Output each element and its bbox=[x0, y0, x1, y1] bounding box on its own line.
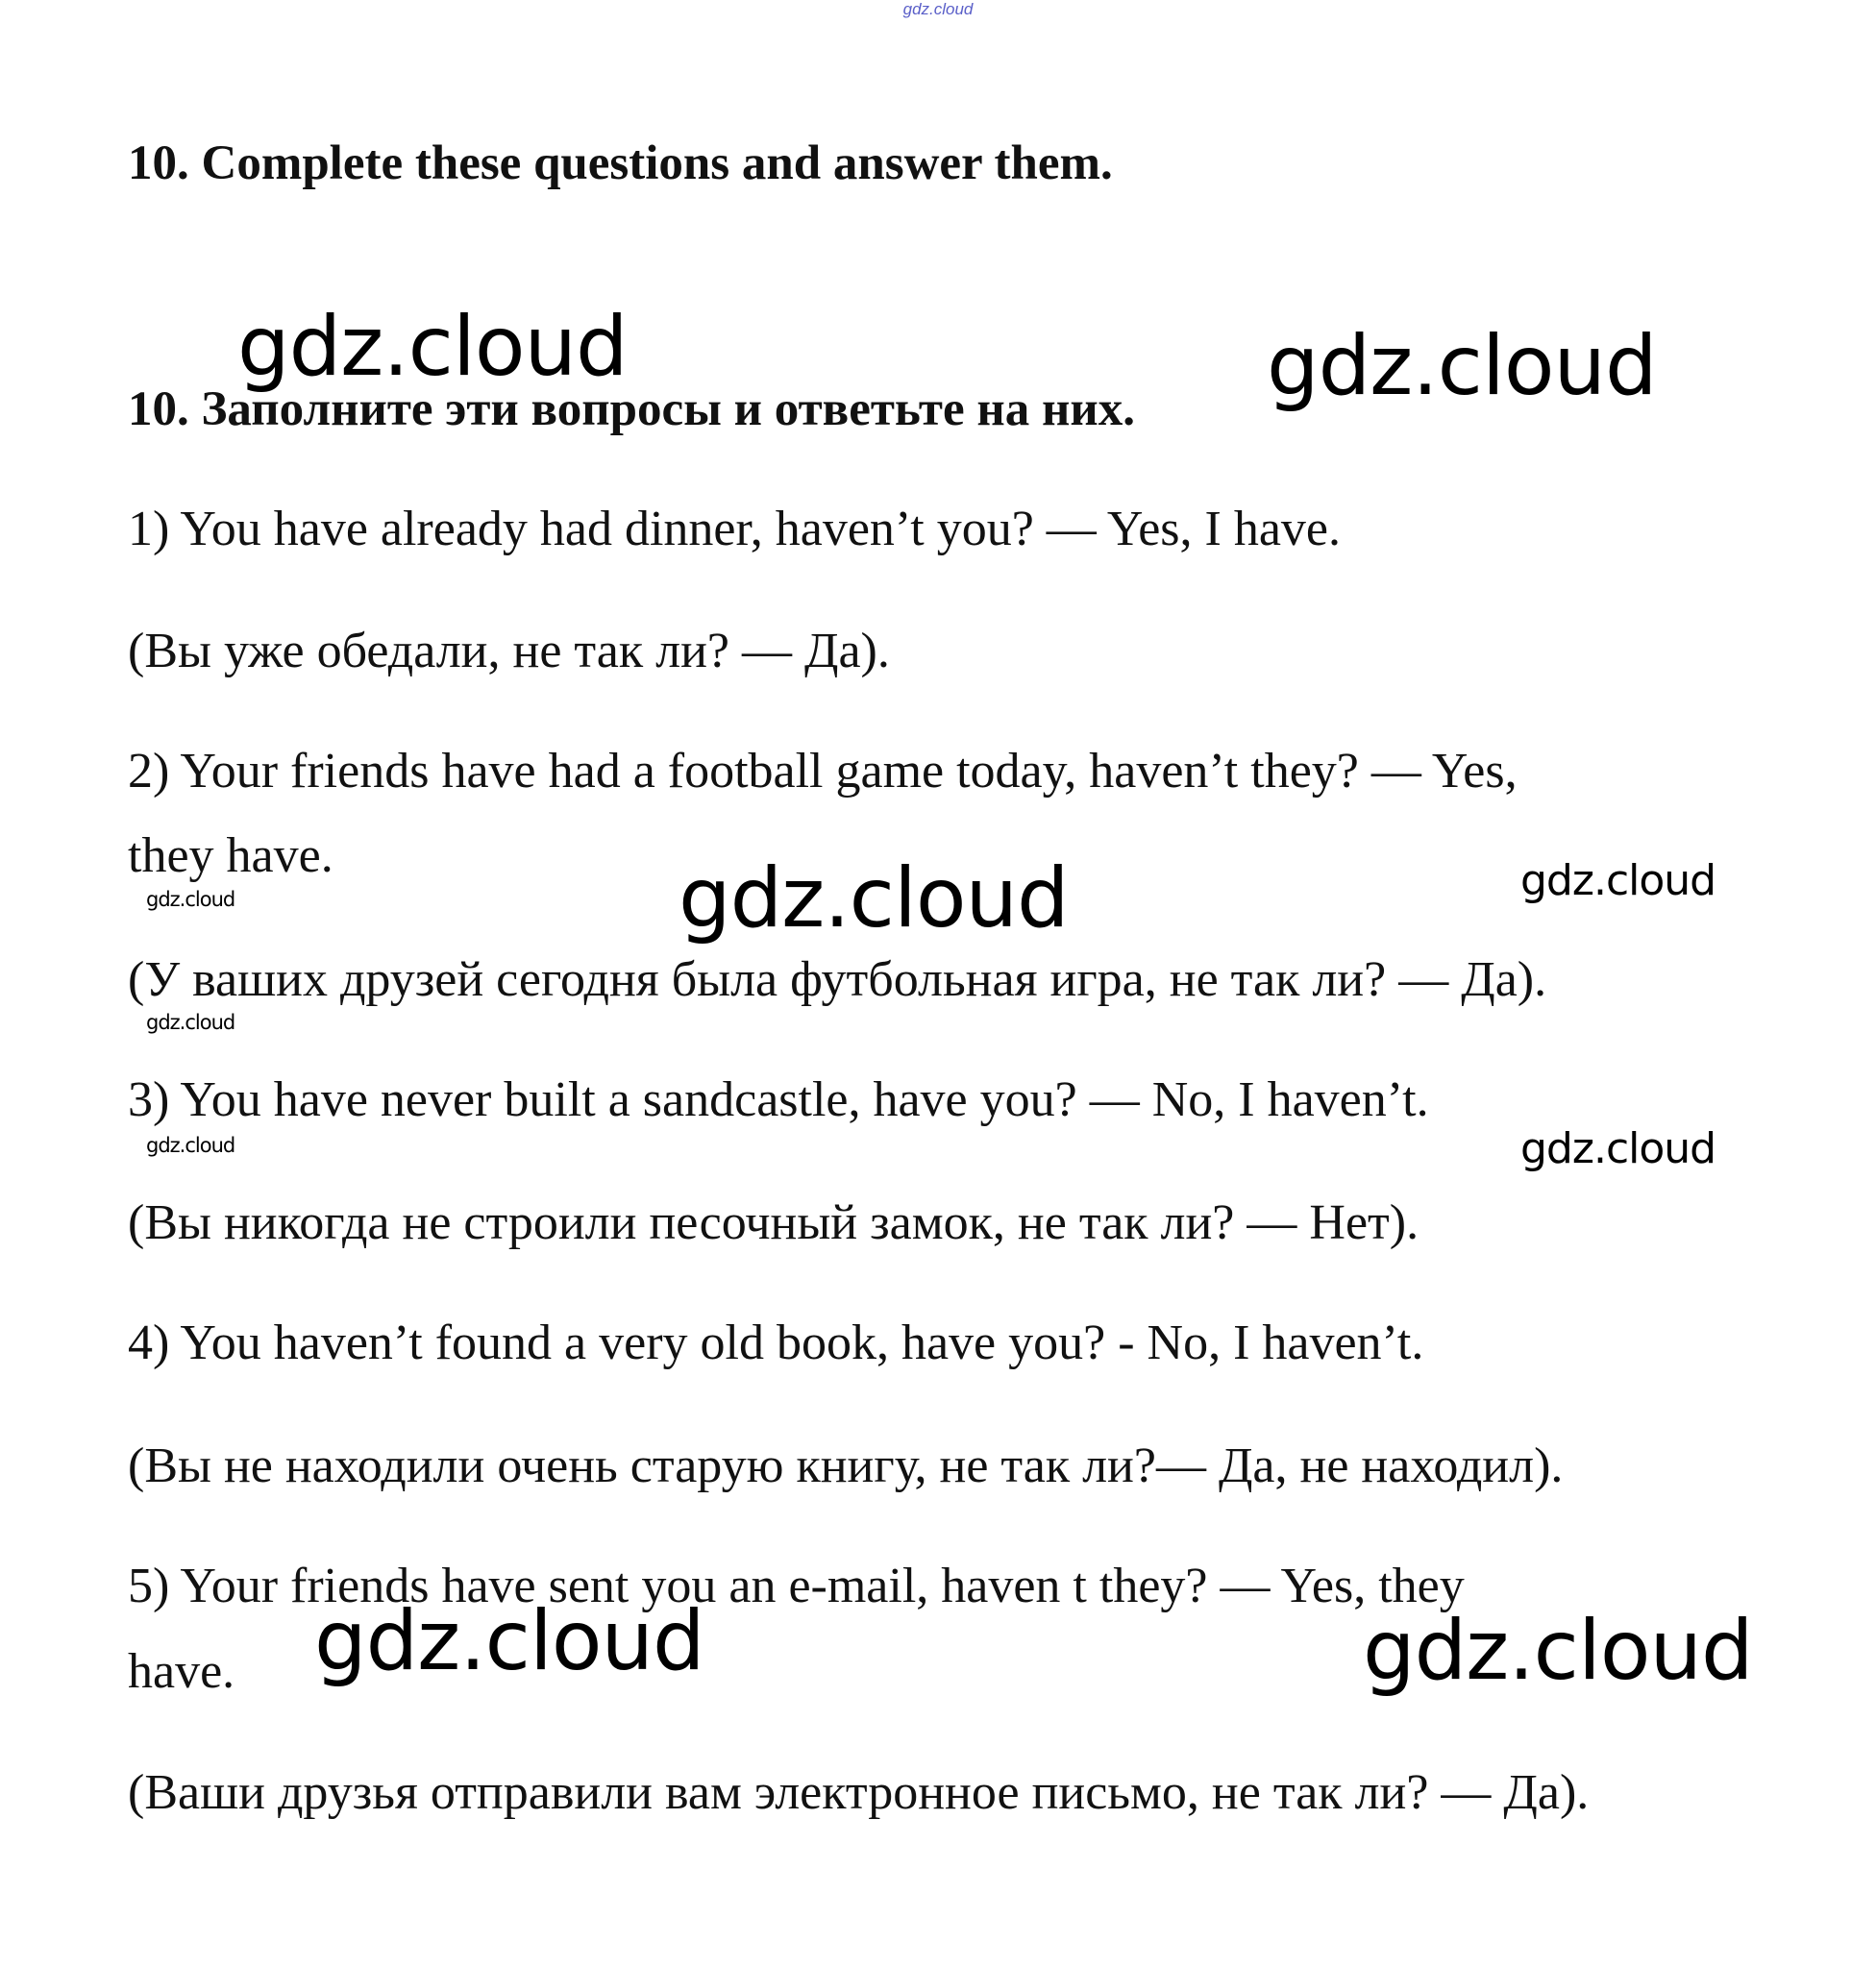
answer-3-russian: (Вы никогда не строили песочный замок, не так ли? — Нет). bbox=[128, 1195, 1419, 1250]
answer-4-russian: (Вы не находили очень старую книгу, не так ли?— Да, не находил). bbox=[128, 1438, 1564, 1493]
answer-2-russian: (У ваших друзей сегодня была футбольная игра, не так ли? — Да). bbox=[128, 952, 1547, 1007]
watermark: gdz.cloud bbox=[1267, 318, 1657, 414]
watermark: gdz.cloud bbox=[1520, 856, 1716, 905]
answer-1-russian: (Вы уже обедали, не так ли? — Да). bbox=[128, 624, 890, 678]
watermark: gdz.cloud bbox=[146, 888, 235, 911]
watermark: gdz.cloud bbox=[237, 299, 628, 395]
watermark: gdz.cloud bbox=[146, 1134, 235, 1157]
answer-4-english: 4) You haven’t found a very old book, have you? - No, I haven’t. bbox=[128, 1315, 1424, 1370]
answer-2-english-line2: they have. bbox=[128, 828, 333, 883]
answer-5-english-line1: 5) Your friends have sent you an e-mail, haven t they? — Yes, they bbox=[128, 1559, 1465, 1613]
top-watermark: gdz.cloud bbox=[902, 0, 974, 18]
task-title-english: 10. Complete these questions and answer them. bbox=[128, 136, 1113, 190]
task-title-russian: 10. Заполните эти вопросы и ответьте на них. bbox=[128, 382, 1136, 436]
watermark: gdz.cloud bbox=[679, 850, 1069, 947]
watermark: gdz.cloud bbox=[146, 1011, 235, 1034]
watermark: gdz.cloud bbox=[1520, 1124, 1716, 1173]
watermark: gdz.cloud bbox=[314, 1593, 704, 1689]
answer-5-russian: (Ваши друзья отправили вам электронное письмо, не так ли? — Да). bbox=[128, 1765, 1590, 1820]
watermark: gdz.cloud bbox=[1363, 1603, 1753, 1699]
answer-5-english-line2: have. bbox=[128, 1644, 235, 1699]
answer-3-english: 3) You have never built a sandcastle, have you? — No, I haven’t. bbox=[128, 1072, 1429, 1127]
answer-1-english: 1) You have already had dinner, haven’t you? — Yes, I have. bbox=[128, 502, 1342, 556]
answer-2-english-line1: 2) Your friends have had a football game today, haven’t they? — Yes, bbox=[128, 744, 1518, 799]
